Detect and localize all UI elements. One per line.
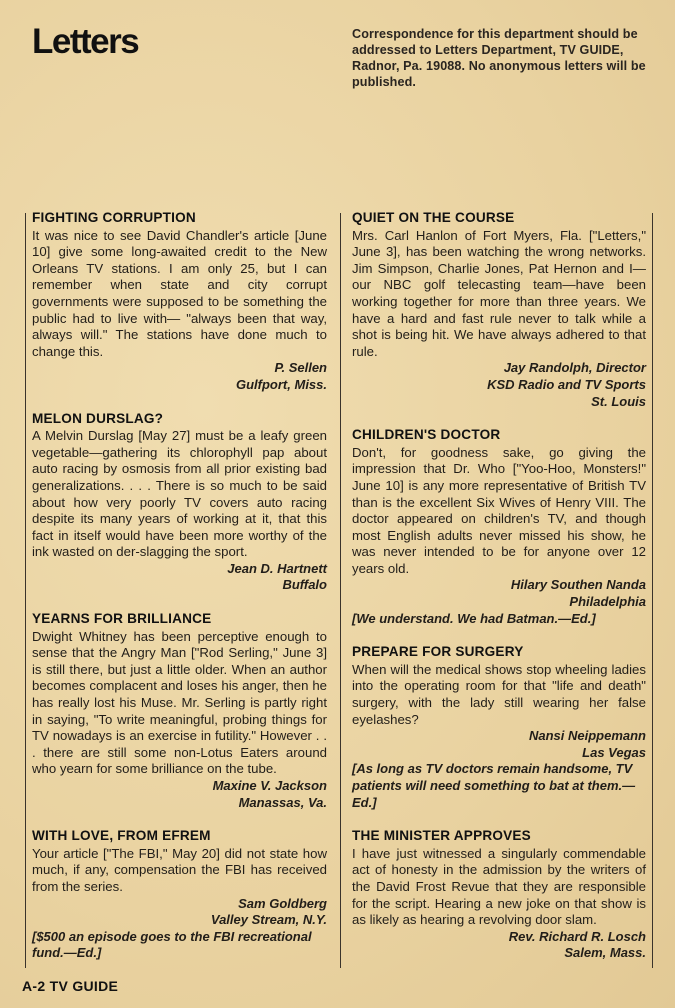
letter-body: I have just witnessed a singularly commendable act of honesty in the admission by the writers of the David Frost Revue that they are responsible for the script. Hearing a new joke on that show is as likely as hearing a revolving door slam. xyxy=(352,845,646,928)
left-column xyxy=(32,210,327,979)
letter-heading: QUIET ON THE COURSE xyxy=(352,210,515,225)
letter-signature-line: Las Vegas xyxy=(582,744,646,760)
letter-item xyxy=(352,210,646,410)
letter-item xyxy=(32,411,327,595)
letter-heading: YEARNS FOR BRILLIANCE xyxy=(32,611,212,627)
letter-body: Don't, for goodness sake, go giving the impression that Dr. Who ["Yoo-Hoo, Monsters!" June 10] is any more representative of British TV than is the excellent Six Wives of Henry VIII. The doctor appeared on children's TV, and though most English adults never missed his show, he was never intended to be for anyone over 12 years old. xyxy=(352,444,646,576)
letter-body: Dwight Whitney has been perceptive enough to sense that the Angry Man ["Rod Serling," June 3] is still there, but just a little older. When an author becomes complacent and loses his anger, then he has really lost his Muse. Mr. Serling is partly right in saying, "To write meaningful, probing things for TV nowadays is an exercise in futility." However . . . there are still some non-Lotus Eaters around who yearn for some brilliance on the tube. xyxy=(32,628,327,777)
letter-signature: Nansi Neippemann xyxy=(528,728,646,744)
letter-item xyxy=(352,644,646,811)
letter-body: Your article ["The FBI," May 20] did not state how much, if any, compensation the FBI has received from the series. xyxy=(32,845,327,894)
letter-item xyxy=(32,210,327,394)
letter-signature: Sam Goldberg xyxy=(238,895,327,911)
letter-body: It was nice to see David Chandler's article [June 10] give some long-awaited credit to the New Orleans TV stations. I am only 25, but I can remember when state and city corrupt governments were supposed to be something the public had to live with— "always been that way, always will." The stations have done much to change this. xyxy=(32,227,327,359)
letter-body: Mrs. Carl Hanlon of Fort Myers, Fla. ["Letters," June 3], has been watching the wrong networks. Jim Simpson, Charlie Jones, Pat Hernon and I—our NBC golf telecasting team—have been working together for more than three years. We have a hard and fast rule never to talk while a shot is being hit. We have always adhered to that rule. xyxy=(352,227,646,359)
letter-signature-line: Philadelphia xyxy=(569,594,646,610)
letter-signature: Maxine V. Jackson xyxy=(212,778,327,793)
correspondence-notice: Correspondence for this department should be addressed to Letters Department, TV GUIDE, Radnor, Pa. 19088. No anonymous letters will be published. xyxy=(352,27,646,89)
editor-note: [$500 an episode goes to the FBI recreational fund.—Ed.] xyxy=(32,928,312,961)
letter-body: When will the medical shows stop wheeling ladies into the operating room for that "life and death" surgery, with the lady still wearing her false eyelashes? xyxy=(352,661,646,727)
letter-item xyxy=(32,828,327,962)
letter-signature: P. Sellen xyxy=(274,360,327,376)
letter-heading: CHILDREN'S DOCTOR xyxy=(352,427,501,443)
letter-signature-line: Gulfport, Miss. xyxy=(236,376,327,392)
letter-signature-line: Buffalo xyxy=(282,577,327,593)
letter-signature: Rev. Richard R. Losch xyxy=(508,928,646,944)
letter-heading: PREPARE FOR SURGERY xyxy=(352,644,524,660)
page-title: Letters xyxy=(32,22,139,61)
letter-signature-line: St. Louis xyxy=(591,393,646,409)
letter-heading: THE MINISTER APPROVES xyxy=(352,828,531,844)
page-folio: A-2 TV GUIDE xyxy=(22,978,119,994)
letter-signature-line: KSD Radio and TV Sports xyxy=(487,376,646,392)
letter-body: A Melvin Durslag [May 27] must be a leafy green vegetable—gathering its chlorophyll pap about auto racing by osmosis from all prior existing bad generalizations. . . . There is so much to be said about how very poorly TV covers auto racing despite its many years of working at it, that this fact in itself would have been more worthy of the ink wasted on der-slagging the sport. xyxy=(32,428,327,560)
letter-signature: Jay Randolph, Director xyxy=(503,360,646,376)
letter-heading: FIGHTING CORRUPTION xyxy=(32,210,196,225)
letter-signature: Hilary Southen Nanda xyxy=(510,577,646,593)
right-column xyxy=(352,210,646,979)
column-rule-left xyxy=(25,213,26,968)
letter-signature: Jean D. Hartnett xyxy=(227,560,327,576)
editor-note: [We understand. We had Batman.—Ed.] xyxy=(352,610,596,626)
editor-note: [As long as TV doctors remain handsome, TV patients will need something to bat at them.—Ed.] xyxy=(352,761,636,810)
letter-item xyxy=(352,427,646,627)
letter-signature-line: Manassas, Va. xyxy=(238,794,327,810)
column-rule-middle xyxy=(340,213,341,968)
letter-signature-line: Salem, Mass. xyxy=(564,945,646,961)
letter-item xyxy=(352,828,646,962)
column-rule-right xyxy=(652,213,653,968)
letter-heading: MELON DURSLAG? xyxy=(32,410,164,426)
letter-signature-line: Valley Stream, N.Y. xyxy=(210,912,327,928)
letter-heading: WITH LOVE, FROM EFREM xyxy=(32,828,211,844)
letter-item xyxy=(32,611,327,811)
